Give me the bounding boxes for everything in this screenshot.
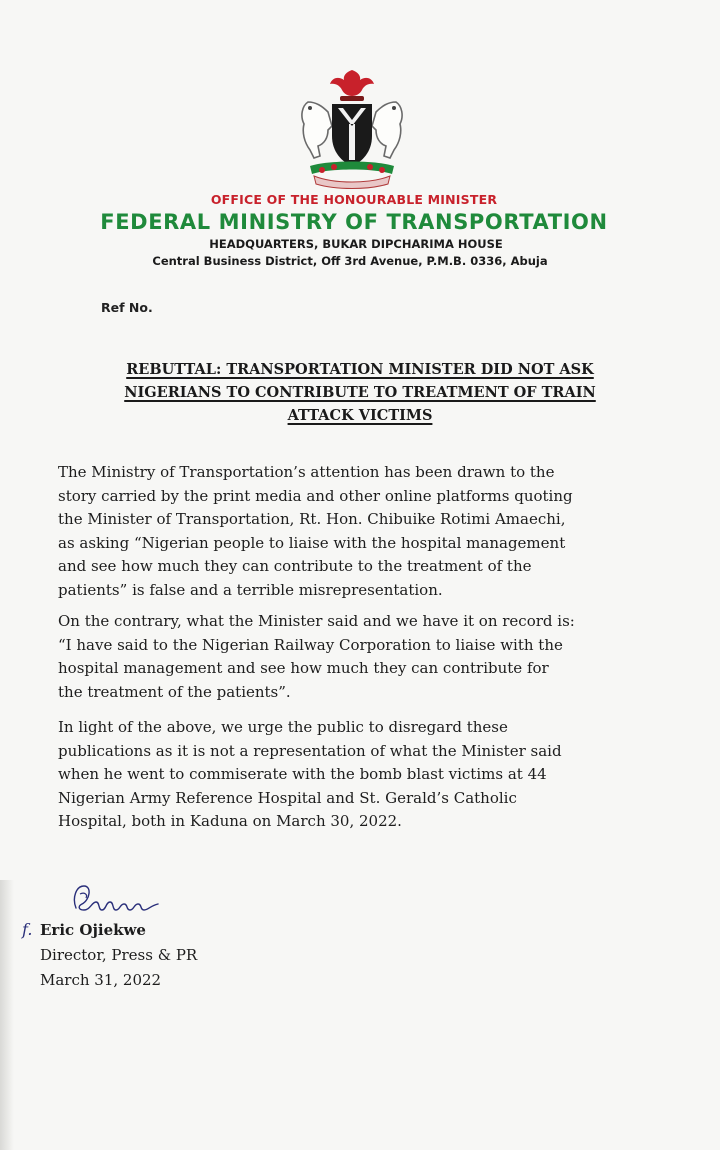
paragraph-2 xyxy=(58,610,668,704)
title-line-1: REBUTTAL: TRANSPORTATION MINISTER DID NOT ASK xyxy=(126,361,594,378)
title-line-3: ATTACK VICTIMS xyxy=(287,407,433,424)
reference-number-label: Ref No. xyxy=(101,300,153,315)
coat-of-arms-icon xyxy=(288,66,416,190)
headquarters-line: HEADQUARTERS, BUKAR DIPCHARIMA HOUSE xyxy=(209,237,503,251)
paragraph-line: “I have said to the Nigerian Railway Corporation to liaise with the xyxy=(58,635,563,654)
signature-icon xyxy=(66,880,166,916)
paragraph-line: as asking “Nigerian people to liaise with the hospital management xyxy=(58,533,566,552)
paragraph-line: On the contrary, what the Minister said and we have it on record is: xyxy=(58,612,575,630)
paragraph-line: story carried by the print media and other online platforms quoting xyxy=(58,486,573,505)
paragraph-line: when he went to commiserate with the bomb blast victims at 44 xyxy=(58,765,547,783)
paragraph-1 xyxy=(58,461,668,602)
paragraph-line: hospital management and see how much they can contribute for xyxy=(58,659,549,677)
paragraph-line: the Minister of Transportation, Rt. Hon. Chibuike Rotimi Amaechi, xyxy=(58,510,566,528)
page-edge-shadow xyxy=(0,880,14,1150)
signatory-name: Eric Ojiekwe xyxy=(40,921,146,939)
paragraph-line: patients” is false and a terrible misrepresentation. xyxy=(58,580,443,599)
paragraph-line: and see how much they can contribute to the treatment of the xyxy=(58,557,532,575)
signatory-title: Director, Press & PR xyxy=(40,946,198,964)
paragraph-line: Hospital, both in Kaduna on March 30, 2022. xyxy=(58,812,402,830)
signature-prefix: f. xyxy=(22,920,33,939)
paragraph-line: Nigerian Army Reference Hospital and St. Gerald’s Catholic xyxy=(58,788,517,807)
ministry-heading: FEDERAL MINISTRY OF TRANSPORTATION xyxy=(100,210,608,234)
paragraph-3 xyxy=(58,716,668,834)
office-heading: OFFICE OF THE HONOURABLE MINISTER xyxy=(210,192,498,207)
paragraph-line: The Ministry of Transportation’s attention has been drawn to the xyxy=(58,463,555,481)
letter-date: March 31, 2022 xyxy=(40,971,162,989)
title-line-2: NIGERIANS TO CONTRIBUTE TO TREATMENT OF TRAIN xyxy=(124,384,596,401)
paragraph-line: In light of the above, we urge the public to disregard these xyxy=(58,718,508,736)
address-line: Central Business District, Off 3rd Avenue, P.M.B. 0336, Abuja xyxy=(152,254,548,268)
paragraph-line: publications as it is not a representation of what the Minister said xyxy=(58,741,562,760)
paragraph-line: the treatment of the patients”. xyxy=(58,682,291,701)
